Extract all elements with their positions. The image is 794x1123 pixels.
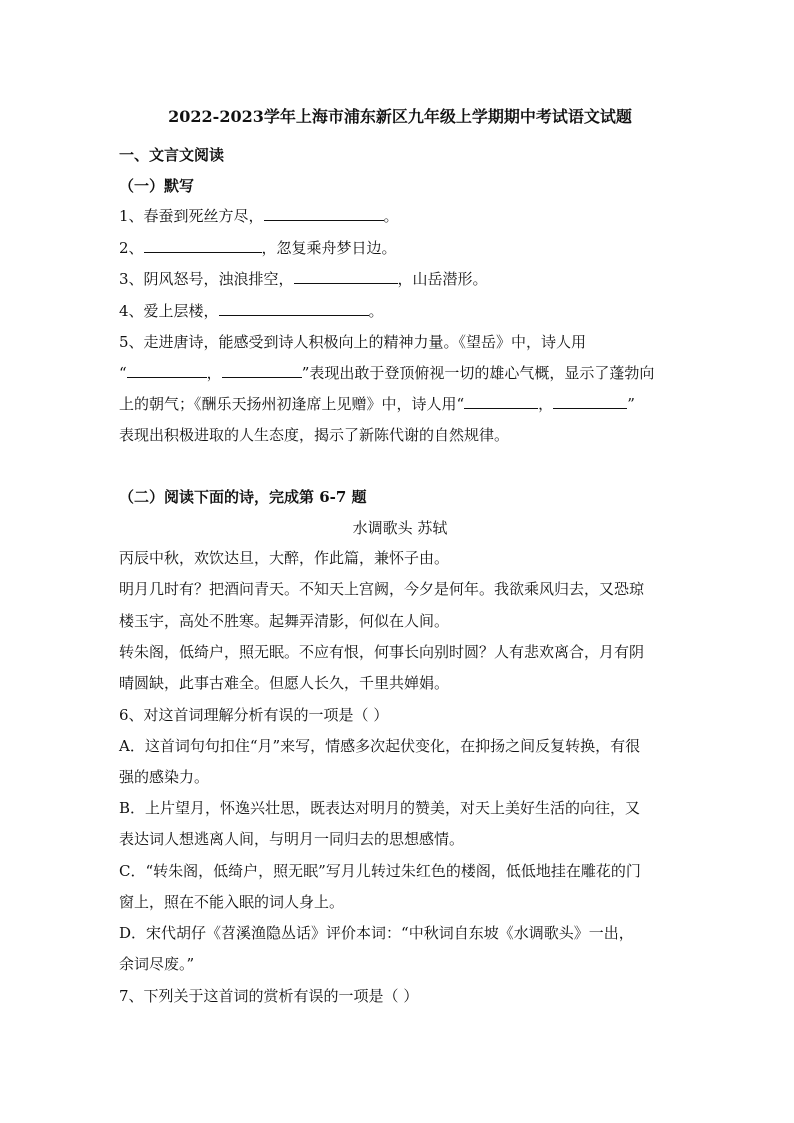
question-5-line-3 bbox=[119, 394, 681, 414]
option-b-line-1: B．上片望月，怀逸兴壮思，既表达对明月的赞美，对天上美好生活的向往，又 bbox=[119, 799, 641, 817]
answer-blank[interactable] bbox=[264, 206, 384, 221]
subsection-heading: （一）默写 bbox=[119, 177, 195, 195]
question-text: 。 bbox=[368, 302, 384, 320]
question-3 bbox=[119, 269, 681, 289]
poem-line: 转朱阁，低绮户，照无眠。不应有恨，何事长向别时圆？人有悲欢离合，月有阴 bbox=[119, 643, 645, 661]
option-a-line-2: 强的感染力。 bbox=[119, 768, 210, 786]
question-4 bbox=[119, 301, 681, 321]
question-7: 7、下列关于这首词的赏析有误的一项是（ ） bbox=[119, 987, 419, 1005]
question-text: 1、春蚕到死丝方尽， bbox=[119, 207, 264, 225]
question-5-line-4: 表现出积极进取的人生态度，揭示了新陈代谢的自然规律。 bbox=[119, 426, 510, 444]
question-text: ”表现出敢于登顶俯视一切的雄心气概，显示了蓬勃向 bbox=[301, 364, 655, 382]
question-text: ” bbox=[627, 395, 635, 413]
poem-line: 楼玉宇，高处不胜寒。起舞弄清影，何似在人间。 bbox=[119, 612, 450, 630]
question-text: ，山岳潜形。 bbox=[397, 270, 488, 288]
question-5-line-1: 5、走进唐诗，能感受到诗人积极向上的精神力量。《望岳》中，诗人用 bbox=[119, 333, 587, 351]
option-c-line-2: 窗上，照在不能入眠的词人身上。 bbox=[119, 893, 345, 911]
question-1 bbox=[119, 206, 681, 226]
question-text: 上的朝气；《酬乐天扬州初逢席上见赠》中，诗人用“ bbox=[119, 395, 465, 413]
question-text: ， bbox=[206, 364, 222, 382]
question-text: 2、 bbox=[119, 239, 144, 257]
option-c-line-1: C．“转朱阁，低绮户，照无眠”写月儿转过朱红色的楼阁，低低地挂在雕花的门 bbox=[119, 862, 641, 880]
answer-blank[interactable] bbox=[464, 394, 538, 409]
poem-line: 晴圆缺，此事古难全。但愿人长久，千里共婵娟。 bbox=[119, 674, 450, 692]
answer-blank[interactable] bbox=[553, 394, 627, 409]
question-text: 。 bbox=[383, 207, 399, 225]
option-a-line-1: A．这首词句句扣住“月”来写，情感多次起伏变化，在抑扬之间反复转换，有很 bbox=[119, 737, 641, 755]
answer-blank[interactable] bbox=[222, 363, 302, 378]
option-d-line-1: D．宋代胡仔《苕溪渔隐丛话》评价本词：“中秋词自东坡《水调歌头》一出， bbox=[119, 924, 634, 942]
poem-title: 水调歌头 苏轼 bbox=[352, 519, 448, 537]
question-5-line-2 bbox=[119, 363, 681, 383]
option-b-line-2: 表达词人想逃离人间，与明月一同归去的思想感情。 bbox=[119, 830, 465, 848]
answer-blank[interactable] bbox=[127, 363, 207, 378]
question-text: “ bbox=[119, 364, 127, 382]
poem-preface: 丙辰中秋，欢饮达旦，大醉，作此篇，兼怀子由。 bbox=[119, 549, 450, 567]
answer-blank[interactable] bbox=[294, 269, 398, 284]
section-heading: 一、文言文阅读 bbox=[119, 146, 225, 164]
question-6: 6、对这首词理解分析有误的一项是（ ） bbox=[119, 706, 389, 724]
question-text: ，忽复乘舟梦日边。 bbox=[261, 239, 397, 257]
question-text: 3、阴风怒号，浊浪排空， bbox=[119, 270, 294, 288]
answer-blank[interactable] bbox=[219, 301, 369, 316]
option-d-line-2: 余词尽废。” bbox=[119, 955, 195, 973]
answer-blank[interactable] bbox=[144, 238, 262, 253]
poem-line: 明月几时有？把酒问青天。不知天上宫阙，今夕是何年。我欲乘风归去，又恐琼 bbox=[119, 580, 645, 598]
subsection-heading: （二）阅读下面的诗，完成第 6-7 题 bbox=[119, 488, 367, 506]
question-text: ， bbox=[538, 395, 554, 413]
question-text: 4、爱上层楼， bbox=[119, 302, 219, 320]
page-title: 2022-2023学年上海市浦东新区九年级上学期期中考试语文试题 bbox=[168, 107, 632, 126]
question-2 bbox=[119, 238, 681, 258]
